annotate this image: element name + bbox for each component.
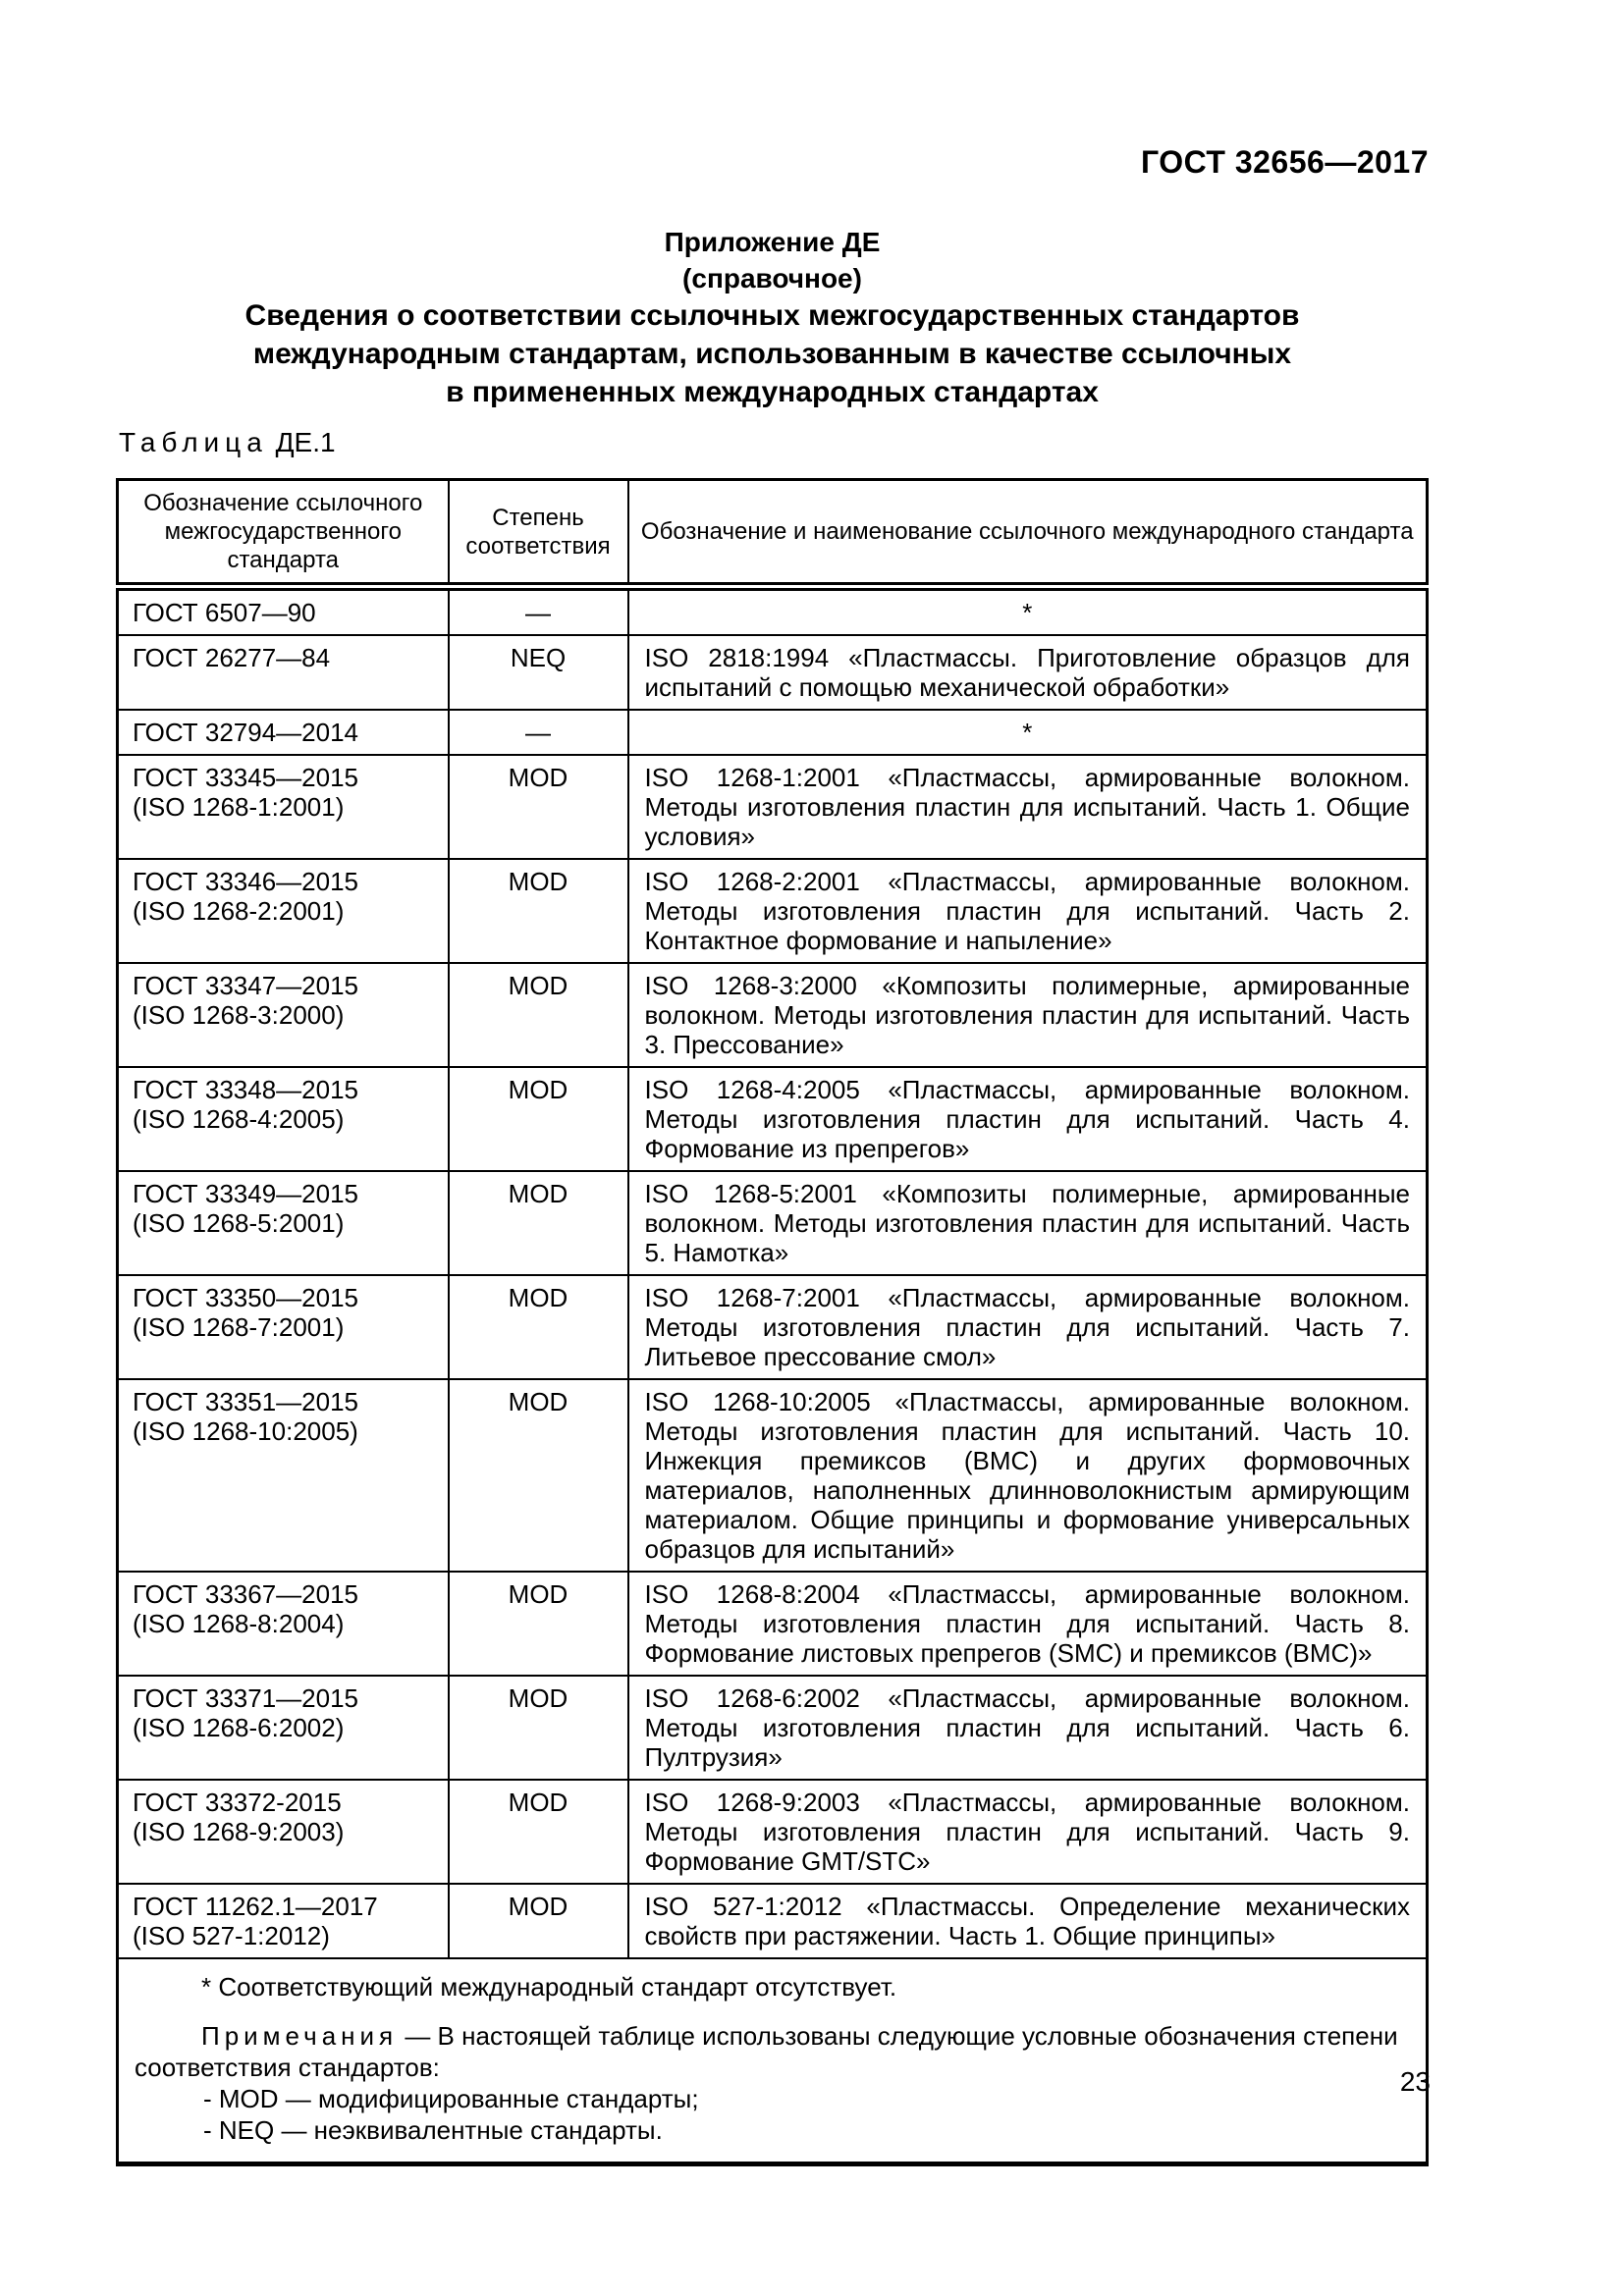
correspondence-degree: MOD — [449, 1884, 628, 1958]
column-header-gost-designation: Обозначение ссылочного межгосударственного стандарта — [118, 480, 449, 587]
appendix-heading — [116, 224, 1429, 296]
gost-designation: ГОСТ 33345—2015 — [133, 763, 359, 792]
gost-designation: ГОСТ 33367—2015 — [133, 1579, 359, 1609]
gost-designation: ГОСТ 11262.1—2017 — [133, 1892, 378, 1921]
page-number: 23 — [1399, 2066, 1431, 2097]
correspondence-degree: MOD — [449, 1171, 628, 1275]
appendix-kind: (справочное) — [682, 263, 862, 294]
iso-reference: (ISO 1268-4:2005) — [133, 1104, 345, 1134]
intl-standard-name: ISO 1268-2:2001 «Пластмассы, армированные волокном. Методы изготовления пластин для испытаний. Часть 2. Контактное формование и напыление» — [628, 859, 1428, 963]
iso-reference: (ISO 527-1:2012) — [133, 1921, 330, 1950]
gost-designation: ГОСТ 33350—2015 — [133, 1283, 359, 1312]
intl-standard-name: ISO 1268-1:2001 «Пластмассы, армированные волокном. Методы изготовления пластин для испытаний. Часть 1. Общие условия» — [628, 755, 1428, 859]
document-title — [116, 296, 1429, 411]
table-row — [118, 859, 1428, 963]
iso-reference: (ISO 1268-5:2001) — [133, 1208, 345, 1238]
table-notes-row — [118, 1958, 1428, 2164]
table-caption-number: ДЕ.1 — [275, 427, 336, 457]
table-row — [118, 1676, 1428, 1780]
gost-designation: ГОСТ 33346—2015 — [133, 867, 359, 896]
intl-standard-name: ISO 527-1:2012 «Пластмассы. Определение механических свойств при растяжении. Часть 1. Общие принципы» — [628, 1884, 1428, 1958]
intl-standard-name: * — [628, 710, 1428, 755]
appendix-label: Приложение ДЕ — [664, 227, 881, 257]
doc-reference: ГОСТ 32656—2017 — [1140, 144, 1429, 180]
table-row — [118, 1275, 1428, 1379]
correspondence-degree: MOD — [449, 859, 628, 963]
table-row — [118, 1067, 1428, 1171]
intl-standard-name: ISO 1268-9:2003 «Пластмассы, армированные волокном. Методы изготовления пластин для испытаний. Часть 9. Формование GMT/STC» — [628, 1780, 1428, 1884]
iso-reference: (ISO 1268-7:2001) — [133, 1312, 345, 1342]
gost-designation: ГОСТ 33372-2015 — [133, 1788, 342, 1817]
intl-standard-name: ISO 1268-5:2001 «Композиты полимерные, армированные волокном. Методы изготовления пластин для испытаний. Часть 5. Намотка» — [628, 1171, 1428, 1275]
gost-designation: ГОСТ 33351—2015 — [133, 1387, 359, 1416]
table-row — [118, 635, 1428, 710]
note-item: - MOD — модифицированные стандарты; — [203, 2084, 699, 2113]
table-note-label: Примечания — [201, 2021, 399, 2051]
table-row — [118, 1884, 1428, 1958]
correspondence-degree: MOD — [449, 1572, 628, 1676]
table-row — [118, 1171, 1428, 1275]
document-title-line: Сведения о соответствии ссылочных межгосударственных стандартов — [244, 299, 1300, 332]
gost-designation: ГОСТ 33349—2015 — [133, 1179, 359, 1208]
table-caption — [119, 427, 336, 458]
table-header-row — [118, 480, 1428, 587]
table-row — [118, 1572, 1428, 1676]
gost-designation: ГОСТ 6507—90 — [133, 598, 316, 627]
column-header-degree: Степень соответствия — [449, 480, 628, 587]
correspondence-degree: — — [449, 587, 628, 636]
table-caption-word: Таблица — [119, 427, 268, 457]
document-title-line: международным стандартам, использованным в качестве ссылочных — [252, 338, 1292, 370]
table-row — [118, 755, 1428, 859]
gost-designation: ГОСТ 26277—84 — [133, 643, 331, 672]
note-item: - NEQ — неэквивалентные стандарты. — [203, 2115, 663, 2145]
column-header-intl-standard: Обозначение и наименование ссылочного международного стандарта — [628, 480, 1428, 587]
gost-designation: ГОСТ 32794—2014 — [133, 718, 359, 747]
table-note-text: — В настоящей таблице использованы следующие условные обозначения степени соответствия стандартов: — [135, 2021, 1398, 2082]
iso-reference: (ISO 1268-2:2001) — [133, 896, 345, 926]
gost-designation: ГОСТ 33348—2015 — [133, 1075, 359, 1104]
iso-reference: (ISO 1268-1:2001) — [133, 792, 345, 822]
correspondence-degree: MOD — [449, 1067, 628, 1171]
document-title-line: в примененных международных стандартах — [446, 376, 1099, 408]
table-row — [118, 710, 1428, 755]
intl-standard-name: * — [628, 587, 1428, 636]
intl-standard-name: ISO 1268-4:2005 «Пластмассы, армированные волокном. Методы изготовления пластин для испытаний. Часть 4. Формование из препрегов» — [628, 1067, 1428, 1171]
standards-correspondence-table — [116, 478, 1429, 2166]
intl-standard-name: ISO 1268-7:2001 «Пластмассы, армированные волокном. Методы изготовления пластин для испытаний. Часть 7. Литьевое прессование смол» — [628, 1275, 1428, 1379]
correspondence-degree: MOD — [449, 1275, 628, 1379]
table-row — [118, 963, 1428, 1067]
intl-standard-name: ISO 1268-10:2005 «Пластмассы, армированные волокном. Методы изготовления пластин для испытаний. Часть 10. Инжекция премиксов (ВМС) и других формовочных материалов, наполненных длинноволокнистым армирующим материалом. Общие принципы и формование универсальных образцов для испытаний» — [628, 1379, 1428, 1572]
table-row — [118, 1379, 1428, 1572]
gost-designation: ГОСТ 33347—2015 — [133, 971, 359, 1000]
intl-standard-name: ISO 1268-3:2000 «Композиты полимерные, армированные волокном. Методы изготовления пластин для испытаний. Часть 3. Прессование» — [628, 963, 1428, 1067]
iso-reference: (ISO 1268-6:2002) — [133, 1713, 345, 1742]
table-footnote: * Соответствующий международный стандарт отсутствует. — [201, 1972, 897, 2002]
intl-standard-name: ISO 1268-6:2002 «Пластмассы, армированные волокном. Методы изготовления пластин для испытаний. Часть 6. Пултрузия» — [628, 1676, 1428, 1780]
correspondence-degree: — — [449, 710, 628, 755]
iso-reference: (ISO 1268-8:2004) — [133, 1609, 345, 1638]
table-note — [135, 2020, 1410, 2083]
intl-standard-name: ISO 2818:1994 «Пластмассы. Приготовление образцов для испытаний с помощью механической обработки» — [628, 635, 1428, 710]
correspondence-degree: MOD — [449, 1676, 628, 1780]
table-row — [118, 587, 1428, 636]
iso-reference: (ISO 1268-10:2005) — [133, 1416, 358, 1446]
correspondence-degree: MOD — [449, 755, 628, 859]
gost-designation: ГОСТ 33371—2015 — [133, 1683, 359, 1713]
iso-reference: (ISO 1268-3:2000) — [133, 1000, 345, 1030]
intl-standard-name: ISO 1268-8:2004 «Пластмассы, армированные волокном. Методы изготовления пластин для испытаний. Часть 8. Формование листовых препрегов (SMC) и премиксов (ВМС)» — [628, 1572, 1428, 1676]
iso-reference: (ISO 1268-9:2003) — [133, 1817, 345, 1846]
correspondence-degree: NEQ — [449, 635, 628, 710]
correspondence-degree: MOD — [449, 1780, 628, 1884]
correspondence-degree: MOD — [449, 1379, 628, 1572]
correspondence-degree: MOD — [449, 963, 628, 1067]
table-row — [118, 1780, 1428, 1884]
